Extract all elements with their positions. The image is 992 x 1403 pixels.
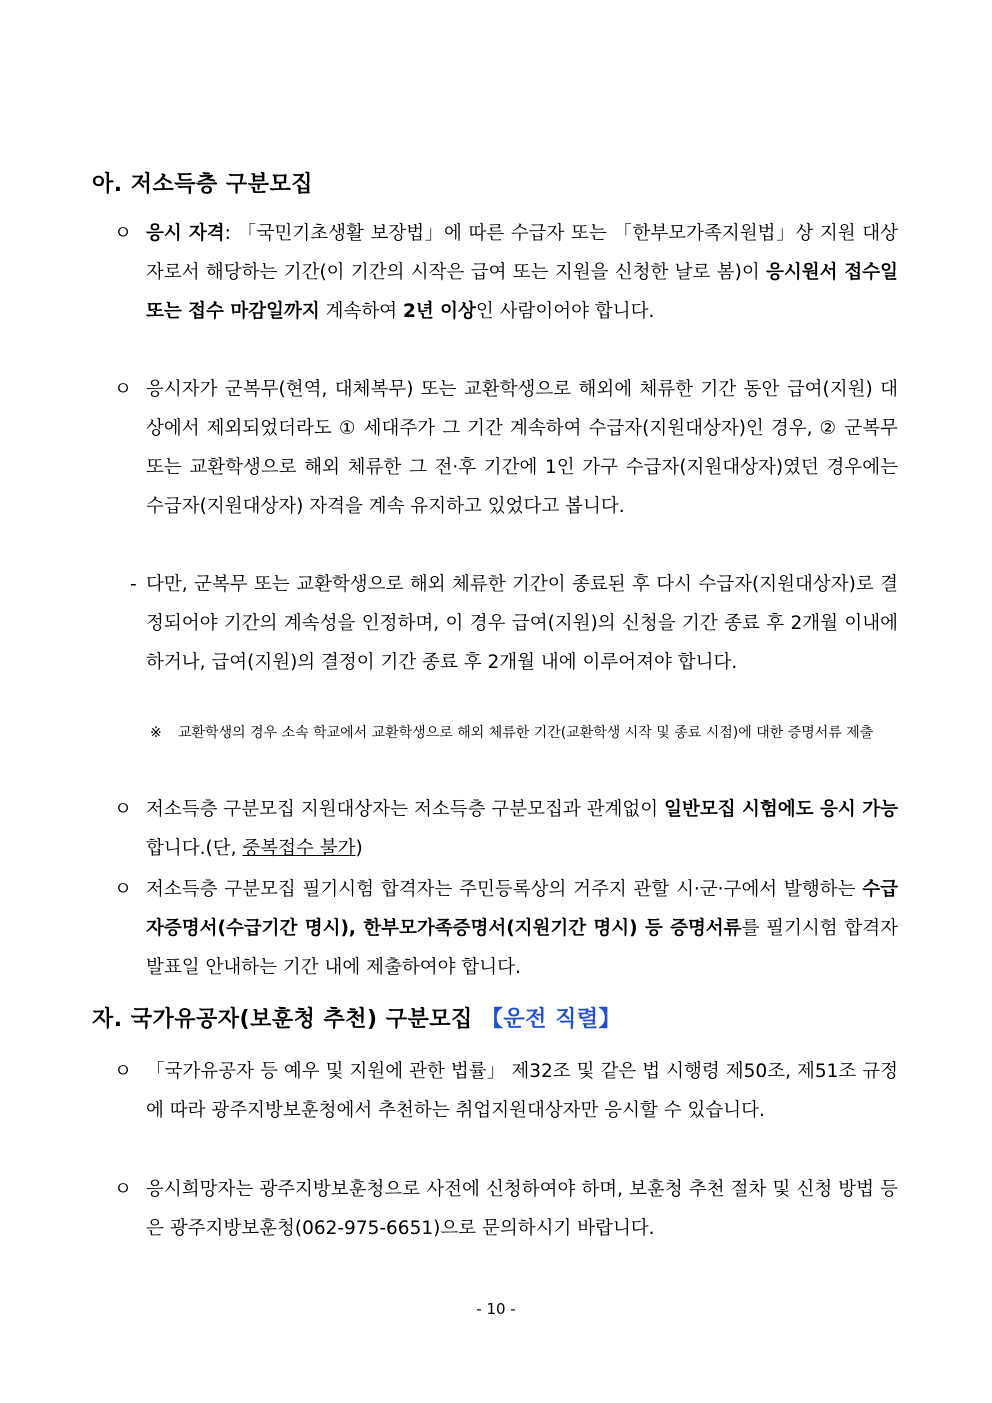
sub-item	[130, 565, 898, 682]
bold-text: 일반모집 시험에도 응시 가능	[664, 799, 898, 820]
item-text: 저소득층 구분모집 필기시험 합격자는 주민등록상의 거주지 관할 시·군·구에서 발행하는	[146, 879, 863, 900]
item-body: 「국가유공자 등 예우 및 지원에 관한 법률」 제32조 및 같은 법 시행령 제50조, 제51조 규정에 따라 광주지방보훈청에서 추천하는 취업지원대상자만 응시할 수 있습니다.	[146, 1061, 898, 1121]
item-body	[146, 214, 898, 331]
item-text: )	[355, 838, 363, 859]
note-mark-icon: ※	[150, 725, 162, 741]
section-heading-b	[92, 1005, 621, 1035]
note-body: 교환학생의 경우 소속 학교에서 교환학생으로 해외 체류한 기간(교환학생 시작 및 종료 시점)에 대한 증명서류 제출	[178, 725, 874, 741]
circle-bullet-icon: ㅇ	[114, 1179, 132, 1200]
page-number: - 10 -	[476, 1300, 516, 1318]
list-item	[114, 790, 898, 868]
item-text: 계속하여	[319, 301, 403, 322]
sub-item-body: 다만, 군복무 또는 교환학생으로 해외 체류한 기간이 종료된 후 다시 수급자(지원대상자)로 결정되어야 기간의 계속성을 인정하며, 이 경우 급여(지원)의 신청을 기간 종료 후 2개월 이내에 하거나, 급여(지원)의 결정이 기간 종료 후 2개월 내에 이루어져야 합니다.	[146, 574, 898, 673]
underlined-text: 중복접수 불가	[242, 838, 356, 859]
bold-text: 수급자증명서(수급기간 명시), 한부모가족증명서(지원기간 명시) 등 증명서류	[146, 879, 898, 939]
circle-bullet-icon: ㅇ	[114, 223, 132, 244]
item-body	[146, 790, 898, 868]
item-body: 응시자가 군복무(현역, 대체복무) 또는 교환학생으로 해외에 체류한 기간 동안 급여(지원) 대상에서 제외되었더라도 ① 세대주가 그 기간 계속하여 수급자(지원대상자)인 경우, ② 군복무 또는 교환학생으로 해외 체류한 그 전·후 기간에 1인 가구 수급자(지원대상자)였던 경우에는 수급자(지원대상자) 자격을 계속 유지하고 있었다고 봅니다.	[146, 379, 898, 517]
list-item	[114, 870, 898, 987]
list-item	[114, 1170, 898, 1248]
item-text: 인 사람이어야 합니다.	[475, 301, 655, 322]
section-tag: 【운전 직렬】	[480, 1007, 622, 1032]
note	[150, 718, 898, 748]
section-heading-a-text: 아. 저소득층 구분모집	[92, 172, 313, 197]
section-heading-a	[92, 170, 313, 200]
item-text: 를 필기시험 합격자 발표일 안내하는 기간 내에 제출하여야 합니다.	[146, 918, 898, 978]
item-body: 응시희망자는 광주지방보훈청으로 사전에 신청하여야 하며, 보훈청 추천 절차 및 신청 방법 등은 광주지방보훈청(062-975-6651)으로 문의하시기 바랍니다.	[146, 1179, 898, 1239]
circle-bullet-icon: ㅇ	[114, 1061, 132, 1082]
item-text: 합니다.(단,	[146, 838, 243, 859]
circle-bullet-icon: ㅇ	[114, 379, 132, 400]
bold-text: 응시 자격	[146, 223, 225, 244]
list-item	[114, 1052, 898, 1130]
dash-bullet: -	[130, 574, 137, 595]
item-text: : 「국민기초생활 보장법」에 따른 수급자 또는 「한부모가족지원법」상 지원 대상자로서 해당하는 기간(이 기간의 시작은 급여 또는 지원을 신청한 날로 봄)이	[146, 223, 898, 283]
list-item	[114, 370, 898, 526]
list-item	[114, 214, 898, 331]
bold-text: 응시원서 접수일 또는 접수 마감일까지	[146, 262, 898, 322]
bold-text: 2년 이상	[402, 301, 476, 322]
section-heading-b-text: 자. 국가유공자(보훈청 추천) 구분모집	[92, 1007, 473, 1032]
item-text: 저소득층 구분모집 지원대상자는 저소득층 구분모집과 관계없이	[146, 799, 665, 820]
circle-bullet-icon: ㅇ	[114, 799, 132, 820]
item-body	[146, 870, 898, 987]
circle-bullet-icon: ㅇ	[114, 879, 132, 900]
